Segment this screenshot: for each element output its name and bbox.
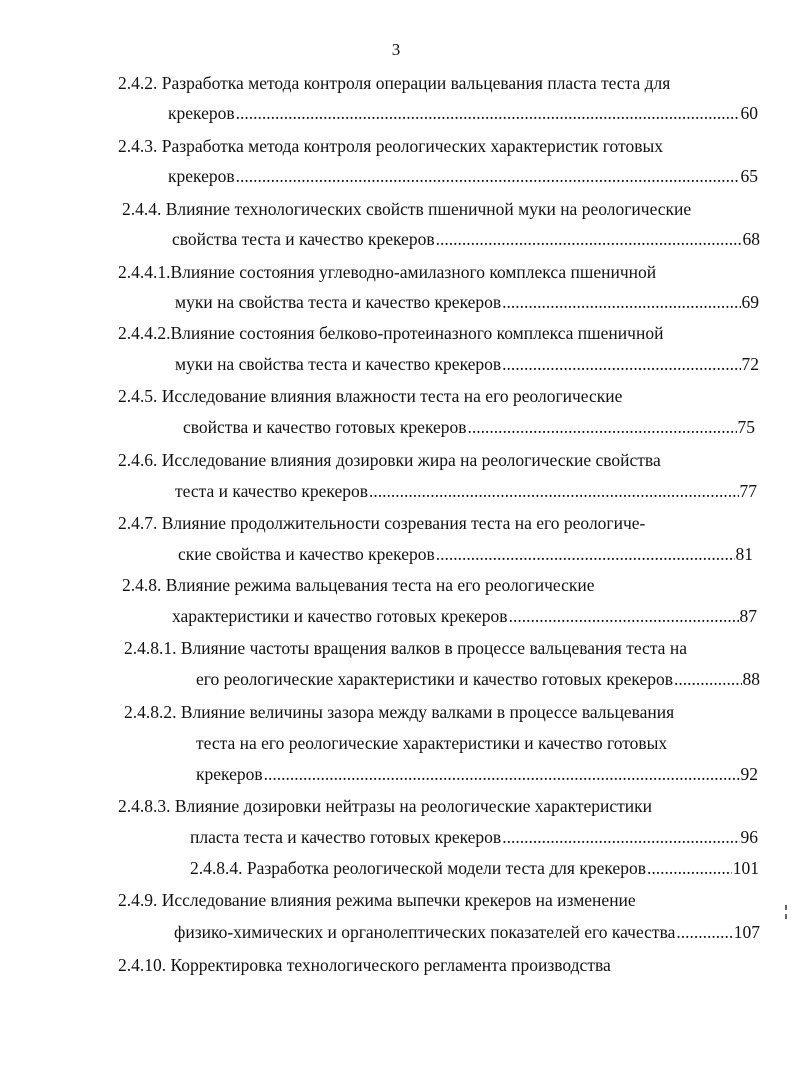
toc-entry-2-4-4-2-title: 2.4.4.2.Влияние состояния белково-протеиназного комплекса пшеничной [118,323,664,343]
scan-mark [785,914,787,919]
toc-entry-2-4-8-2-title: 2.4.8.2. Влияние величины зазора между валками в процессе вальцевания [124,702,675,722]
toc-page-number: 87 [739,606,757,626]
toc-page-number: 75 [737,417,755,437]
toc-entry-2-4-4-title: 2.4.4. Влияние технологических свойств пшеничной муки на реологические [122,199,692,219]
toc-page-number: 60 [740,103,758,123]
toc-entry-2-4-8-4-leader: 2.4.8.4. Разработка реологической модели теста для крекеров ..... 101 [190,857,759,879]
toc-entry-2-4-8-leader: характеристики и качество готовых крекеров ..... 87 [172,605,757,627]
toc-entry-2-4-3-leader: крекеров ..... 65 [168,165,758,187]
toc-entry-2-4-7-title: 2.4.7. Влияние продолжительности созревания теста на его реологиче- [118,513,646,533]
toc-entry-2-4-8-1-title: 2.4.8.1. Влияние частоты вращения валков в процессе вальцевания теста на [124,638,687,658]
toc-entry-2-4-8-title: 2.4.8. Влияние режима вальцевания теста на его реологические [122,575,595,595]
toc-page-number: 107 [733,922,760,942]
toc-entry-2-4-3-title: 2.4.3. Разработка метода контроля реологических характеристик готовых [118,136,663,156]
toc-entry-2-4-8-2-line2: теста на его реологические характеристики и качество готовых [196,733,668,753]
toc-entry-2-4-8-3-title: 2.4.8.3. Влияние дозировки нейтразы на реологические характеристики [118,796,653,816]
toc-entry-2-4-4-2-leader: муки на свойства теста и качество крекеров ..... 72 [175,353,759,375]
toc-entry-2-4-9-leader: физико-химических и органолептических показателей его качества ..... 107 [174,921,760,943]
toc-entry-2-4-10-title: 2.4.10. Корректировка технологического регламента производства [118,955,611,975]
page-number: 3 [391,40,401,59]
toc-page-number: 72 [741,354,759,374]
toc-entry-2-4-8-1-leader: его реологические характеристики и качество готовых крекеров ..... 88 [196,668,760,690]
toc-page-number: 88 [742,669,760,689]
toc-entry-2-4-2-leader: крекеров ..... 60 [168,102,758,124]
toc-page-number: 68 [742,229,760,249]
toc-page-number: 101 [732,858,759,878]
toc-entry-2-4-2-title: 2.4.2. Разработка метода контроля операции вальцевания пласта теста для [118,73,671,93]
toc-page-number: 77 [739,481,757,501]
toc-entry-2-4-6-title: 2.4.6. Исследование влияния дозировки жира на реологические свойства [118,450,661,470]
toc-entry-2-4-4-1-leader: муки на свойства теста и качество крекеров ..... 69 [175,291,759,313]
scan-mark [785,905,787,910]
toc-page-number: 92 [740,764,758,784]
toc-page-number: 81 [735,544,753,564]
toc-entry-2-4-8-2-leader: крекеров ..... 92 [196,763,758,785]
toc-entry-2-4-5-title: 2.4.5. Исследование влияния влажности теста на его реологические [118,386,623,406]
toc-entry-2-4-6-leader: теста и качество крекеров ..... 77 [175,480,757,502]
toc-entry-2-4-5-leader: свойства и качество готовых крекеров ..... 75 [183,416,755,438]
toc-page-number: 96 [740,827,758,847]
toc-entry-2-4-7-leader: ские свойства и качество крекеров ..... 81 [178,543,753,565]
toc-entry-2-4-4-leader: свойства теста и качество крекеров ..... 68 [172,228,760,250]
toc-entry-2-4-4-1-title: 2.4.4.1.Влияние состояния углеводно-амилазного комплекса пшеничной [118,262,657,282]
toc-page-number: 65 [740,166,758,186]
toc-entry-2-4-9-title: 2.4.9. Исследование влияния режима выпечки крекеров на изменение [118,890,636,910]
toc-page-number: 69 [741,292,759,312]
toc-entry-2-4-8-3-leader: пласта теста и качество готовых крекеров ..... 96 [190,826,758,848]
